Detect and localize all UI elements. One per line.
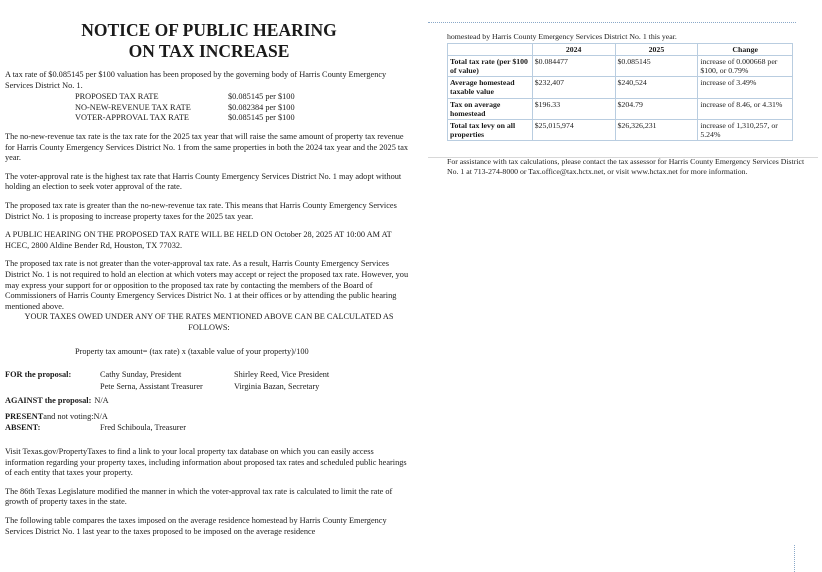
absent-value: Fred Schiboula, Treasurer [100,423,186,433]
proposed-greater-paragraph: The proposed tax rate is greater than the no-new-revenue tax rate. This means that Harris County Emergency Services District No. 1 is proposing to increase property taxes for the 2025 tax year. [5,200,397,221]
notice-title [5,20,413,62]
vote-row-for-2 [5,382,413,393]
rate-label: VOTER-APPROVAL TAX RATE [75,113,189,123]
votes-section [5,370,413,434]
side-dotted-divider [794,545,795,572]
table-row [448,120,793,141]
table-row [448,98,793,119]
assistance-paragraph: For assistance with tax calculations, please contact the tax assessor for Harris County Emergency Services District No. 1 at 713-274-8000 or Tax.office@tax.hctx.net, or visit www.hctax.net for more information. [447,157,805,177]
absent-label: ABSENT: [5,423,41,433]
title-line-1: NOTICE OF PUBLIC HEARING [81,20,337,40]
continuation-text: homestead by Harris County Emergency Services District No. 1 this year. [447,32,677,41]
not-greater-paragraph: The proposed tax rate is not greater than the voter-approval tax rate. As a result, Harris County Emergency Services District No. 1 is not required to hold an election at which voters may accept or reject the proposed tax rate. However, you may express your support for or opposition to the proposed tax rate by contacting the members of the Board of Commissioners of Harris County Emergency Services District No. 1 at their offices or by attending the public hearing mentioned above. [5,259,409,311]
row-label: Average homestead taxable value [448,77,533,98]
intro-paragraph: A tax rate of $0.085145 per $100 valuation has been proposed by the governing body of Harris County Emergency Services District No. 1. [5,70,387,90]
vote-row-absent [5,423,413,434]
vote-row-against [5,396,413,407]
rate-value: $0.082384 per $100 [228,102,295,112]
no-new-revenue-paragraph: The no-new-revenue tax rate is the tax rate for the 2025 tax year that will raise the same amount of property tax revenue for Harris County Emergency Services District No. 1 from the same properties in both the 2024 tax year and the 2025 tax year. [5,131,409,163]
visit-paragraph: Visit Texas.gov/PropertyTaxes to find a link to your local property tax database on which you can easily access information regarding your property taxes, including information about proposed tax rates and scheduled public hearings of each entity that taxes your property. [5,447,407,478]
for-label: FOR the proposal: [5,370,72,380]
present-label: PRESENT [5,411,44,421]
vote-row-present [5,412,413,423]
change-value: increase of 8.46, or 4.31% [698,98,793,119]
hearing-paragraph: A PUBLIC HEARING ON THE PROPOSED TAX RATE WILL BE HELD ON October 28, 2025 AT 10:00 AM AT HCEC, 2800 Aldine Bender Rd, Houston, TX 77032. [5,230,392,250]
table-row [448,55,793,76]
change-value: increase of 1,310,257, or 5.24% [698,120,793,141]
value-2025: $204.79 [615,98,698,119]
value-2024: $232,407 [532,77,615,98]
present-label-rest: and not voting: [43,411,94,421]
vote-label-spacer [5,382,100,393]
voter-name: Virginia Bazan, Secretary [234,381,320,391]
against-value: N/A [94,396,109,406]
value-2024: $196.33 [532,98,615,119]
value-2025: $240,524 [615,77,698,98]
table-intro-paragraph: The following table compares the taxes imposed on the average residence homestead by Harris County Emergency Services District No. 1 last year to the taxes proposed to be imposed on the average residence [5,516,387,536]
header-2024: 2024 [532,43,615,55]
title-line-2: ON TAX INCREASE [128,41,290,61]
top-dotted-divider [428,22,796,23]
change-value: increase of 3.49% [698,77,793,98]
change-value: increase of 0.000668 per $100, or 0.79% [698,55,793,76]
header-change: Change [698,43,793,55]
row-label: Total tax levy on all properties [448,120,533,141]
rate-value: $0.085145 per $100 [228,92,295,102]
legislature-paragraph: The 86th Texas Legislature modified the manner in which the voter-approval tax rate is calculated to limit the rate of growth of property taxes in the state. [5,486,393,507]
rate-label: NO-NEW-REVENUE TAX RATE [75,102,191,112]
notice-left-column [5,20,413,537]
header-blank [448,43,533,55]
value-2025: $0.085145 [615,55,698,76]
table-row [448,77,793,98]
notice-right-column [447,32,817,177]
value-2024: $25,015,974 [532,120,615,141]
rate-label: PROPOSED TAX RATE [75,92,159,102]
voter-approval-paragraph: The voter-approval rate is the highest tax rate that Harris County Emergency Services District No. 1 may adopt without holding an election to seek voter approval of the rate. [5,171,402,192]
voter-name: Cathy Sunday, President [100,370,182,380]
table-header-row [448,43,793,55]
rate-value: $0.085145 per $100 [228,113,295,123]
rates-list [75,92,413,124]
present-value: N/A [93,411,108,421]
row-label: Total tax rate (per $100 of value) [448,55,533,76]
voter-name: Shirley Reed, Vice President [234,370,330,380]
value-2024: $0.084477 [532,55,615,76]
rate-row [75,92,413,103]
calculation-heading: YOUR TAXES OWED UNDER ANY OF THE RATES MENTIONED ABOVE CAN BE CALCULATED AS FOLLOWS: [24,312,394,332]
voter-name: Pete Serna, Assistant Treasurer [100,381,203,391]
header-2025: 2025 [615,43,698,55]
against-label: AGAINST the proposal: [5,396,92,406]
tax-formula: Property tax amount= (tax rate) x (taxable value of your property)/100 [75,347,309,357]
tax-comparison-table [447,43,793,142]
rate-row [75,103,413,114]
value-2025: $26,326,231 [615,120,698,141]
rate-row [75,113,413,124]
vote-row-for [5,370,413,381]
row-label: Tax on average homestead [448,98,533,119]
